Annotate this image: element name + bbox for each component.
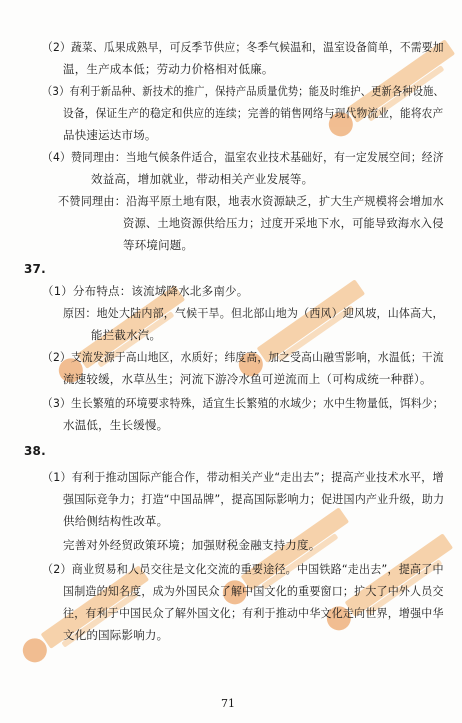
question-number: 38. <box>24 444 46 458</box>
answer-line: （2）支流发源于高山地区，水质好；纬度高，加之受高山融雪影响，水温低；干流 <box>42 350 444 364</box>
watermark-stamp <box>232 272 374 386</box>
answer-line: 供给侧结构性改革。 <box>63 514 169 528</box>
answer-line: 往，有利于中国民众了解外国文化；有利于推动中华文化走向世界，增强中华 <box>63 606 444 620</box>
answer-line: 文化的国际影响力。 <box>63 628 169 642</box>
answer-line: 水温低，生长缓慢。 <box>63 418 169 432</box>
answer-line: 流速较缓，水草丛生；河流下游冷水鱼可逆流而上（可构成统一种群）。 <box>63 372 432 386</box>
answer-line: 效益高，增加就业，带动相关产业发展等。 <box>91 172 314 186</box>
answer-line: （2）蔬菜、瓜果成熟早，可反季节供应；冬季气候温和，温室设备简单，不需要加 <box>42 40 444 54</box>
answer-line: 不赞同理由：沿海平原土地有限，地表水资源缺乏，扩大生产规模将会增加水 <box>58 194 444 208</box>
answer-line: 国制造的知名度，成为外国民众了解中国文化的重要窗口；扩大了中外人员交 <box>63 584 444 598</box>
answer-line: 品快速运达市场。 <box>63 128 157 142</box>
answer-line: 等环境问题。 <box>123 238 194 252</box>
answer-line: （3）有利于新品种、新技术的推广，保持产品质量优势；能及时维护、更新各种设施、 <box>42 84 444 98</box>
answer-line: 完善对外经贸政策环境；加强财税金融支持力度。 <box>63 538 321 552</box>
answer-line: （1）分布特点：该流域降水北多南少。 <box>42 284 249 298</box>
watermark-stamp <box>320 526 462 640</box>
answer-line: 温，生产成本低；劳动力价格相对低廉。 <box>63 62 274 76</box>
answer-line: （4）赞同理由：当地气候条件适合，温室农业技术基础好，有一定发展空间；经济 <box>42 150 444 164</box>
answer-line: 原因：地处大陆内部，气候干旱。但北部山地为（西风）迎风坡，山体高大， <box>63 306 444 320</box>
answer-line: 资源、土地资源供给压力；过度开采地下水，可能导致海水入侵 <box>123 216 444 230</box>
page-number: 71 <box>221 697 235 710</box>
answer-line: （2）商业贸易和人员交往是文化交流的重要途径。中国铁路“走出去”，提高了中 <box>42 562 444 576</box>
answer-line: 能拦截水汽。 <box>91 328 162 342</box>
question-number: 37. <box>24 262 46 276</box>
answer-line: 强国际竞争力；打造“中国品牌”，提高国际影响力；促进国内产业升级，助力 <box>63 492 445 506</box>
answer-line: （1）有利于推动国际产能合作，带动相关产业“走出去”；提高产业技术水平，增 <box>42 470 444 484</box>
answer-line: （3）生长繁殖的环境要求特殊，适宜生长繁殖的水域少；水中生物量低，饵料少； <box>42 396 444 410</box>
answer-line: 设备，保证生产的稳定和供应的连续；完善的销售网络与现代物流业，能将农产 <box>63 106 444 120</box>
